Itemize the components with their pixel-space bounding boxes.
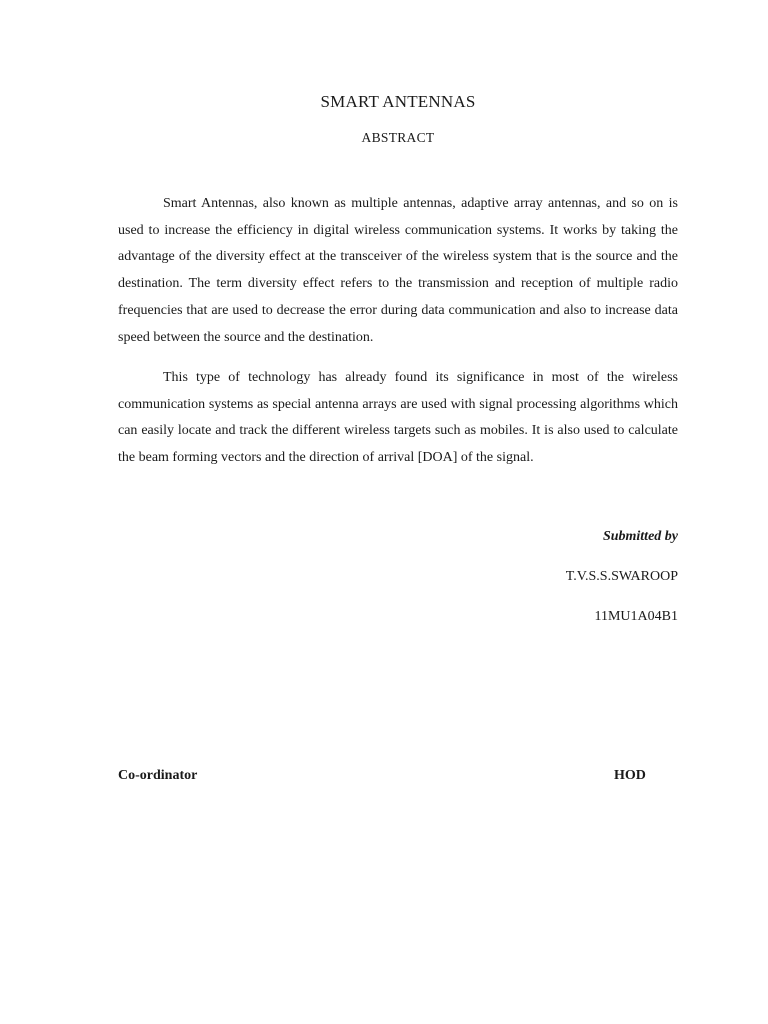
coordinator-label: Co-ordinator	[118, 768, 198, 783]
abstract-paragraph-1: Smart Antennas, also known as multiple antennas, adaptive array antennas, and so on is used to increase the efficiency in digital wireless communication systems. It works by taking the advantage of the diversity effect at the transceiver of the wireless system that is the source and the destination. The term diversity effect refers to the transmission and reception of multiple radio frequencies that are used to decrease the error during data communication and also to increase data speed between the source and the destination.	[118, 196, 678, 345]
submitter-name: T.V.S.S.SWAROOP	[565, 569, 678, 584]
hod-label: HOD	[614, 768, 646, 783]
document-title: SMART ANTENNAS	[320, 92, 476, 111]
abstract-heading: ABSTRACT	[361, 130, 435, 145]
abstract-paragraph-2: This type of technology has already found its significance in most of the wireless communication systems as special antenna arrays are used with signal processing algorithms which can easily locate and track the different wireless targets such as mobiles. It is also used to calculate the beam forming vectors and the direction of arrival [DOA] of the signal.	[118, 370, 678, 466]
submitted-by-label: Submitted by	[602, 529, 678, 544]
submitter-id: 11MU1A04B1	[594, 609, 678, 624]
